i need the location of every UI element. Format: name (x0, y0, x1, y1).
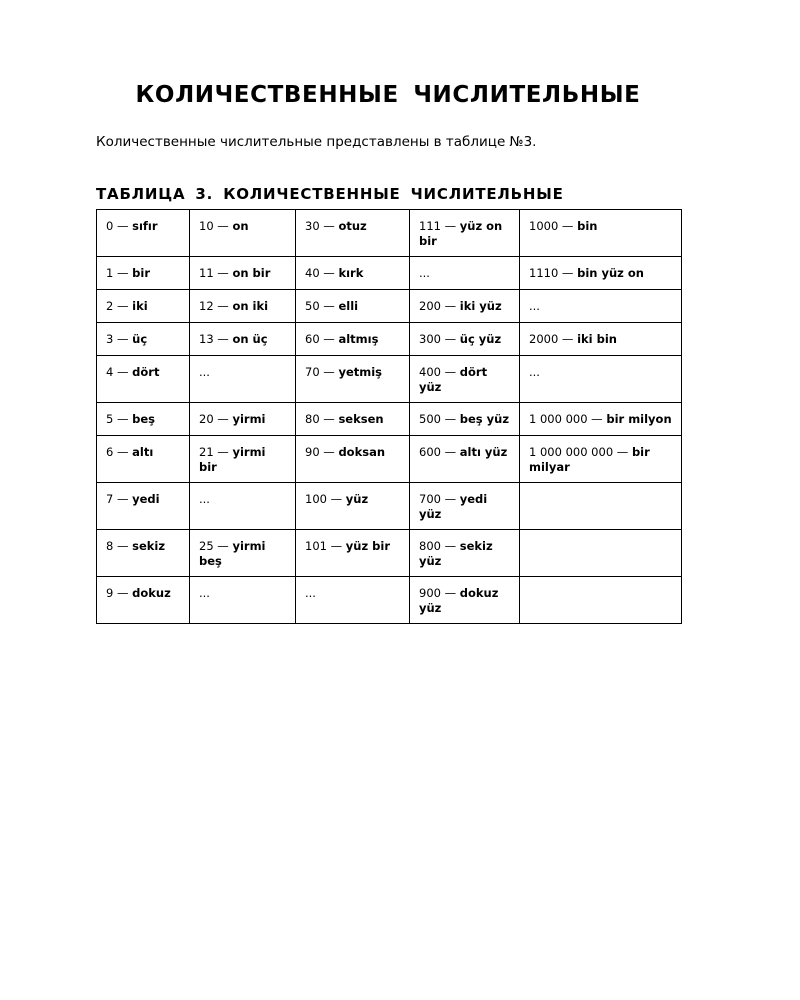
table-cell: 50 — elli (296, 290, 410, 323)
table-cell: 1 000 000 000 — bir milyar (520, 436, 682, 483)
table-cell: 2 — iki (97, 290, 190, 323)
table-cell: 30 — otuz (296, 210, 410, 257)
table-cell: 111 — yüz on bir (410, 210, 520, 257)
table-row (97, 483, 682, 530)
table-cell: 6 — altı (97, 436, 190, 483)
table-row (97, 436, 682, 483)
cardinal-numerals-table (96, 209, 682, 624)
table-cell: 4 — dört (97, 356, 190, 403)
table-cell: 70 — yetmiş (296, 356, 410, 403)
table-row (97, 356, 682, 403)
table-cell: 25 — yirmi beş (190, 530, 296, 577)
table-cell: ... (190, 483, 296, 530)
table-cell: 13 — on üç (190, 323, 296, 356)
table-cell: 800 — sekiz yüz (410, 530, 520, 577)
table-cell: 60 — altmış (296, 323, 410, 356)
table-row (97, 403, 682, 436)
table-cell: 90 — doksan (296, 436, 410, 483)
table-cell: 900 — dokuz yüz (410, 577, 520, 624)
table-cell: 40 — kırk (296, 257, 410, 290)
table-cell: 100 — yüz (296, 483, 410, 530)
table-cell: ... (410, 257, 520, 290)
table-cell: 3 — üç (97, 323, 190, 356)
table-cell (520, 530, 682, 577)
table-cell: 1000 — bin (520, 210, 682, 257)
table-cell: ... (520, 356, 682, 403)
table-cell: 0 — sıfır (97, 210, 190, 257)
table-cell (520, 483, 682, 530)
table-cell: 21 — yirmi bir (190, 436, 296, 483)
table-cell: 200 — iki yüz (410, 290, 520, 323)
table-row (97, 323, 682, 356)
table-cell: 5 — beş (97, 403, 190, 436)
table-cell: 8 — sekiz (97, 530, 190, 577)
table-row (97, 577, 682, 624)
table-cell (520, 577, 682, 624)
table-cell: 1110 — bin yüz on (520, 257, 682, 290)
table-cell: ... (190, 577, 296, 624)
table-cell: 300 — üç yüz (410, 323, 520, 356)
table-row (97, 257, 682, 290)
table-cell: 101 — yüz bir (296, 530, 410, 577)
table-cell: 80 — seksen (296, 403, 410, 436)
table-cell: 10 — on (190, 210, 296, 257)
table-cell: 700 — yedi yüz (410, 483, 520, 530)
table-cell: 2000 — iki bin (520, 323, 682, 356)
table-row (97, 210, 682, 257)
table-row (97, 530, 682, 577)
table-cell: 7 — yedi (97, 483, 190, 530)
table-cell: 1 000 000 — bir milyon (520, 403, 682, 436)
table-cell: 500 — beş yüz (410, 403, 520, 436)
table-cell: 400 — dört yüz (410, 356, 520, 403)
table-cell: 1 — bir (97, 257, 190, 290)
table-row (97, 290, 682, 323)
page-title: КОЛИЧЕСТВЕННЫЕ ЧИСЛИТЕЛЬНЫЕ (135, 82, 641, 108)
table-cell: ... (296, 577, 410, 624)
table-cell: ... (190, 356, 296, 403)
table-cell: 11 — on bir (190, 257, 296, 290)
table-cell: 12 — on iki (190, 290, 296, 323)
table-cell: 600 — altı yüz (410, 436, 520, 483)
intro-text: Количественные числительные представлены в таблице №3. (96, 134, 537, 150)
table-cell: 9 — dokuz (97, 577, 190, 624)
table-caption: ТАБЛИЦА 3. КОЛИЧЕСТВЕННЫЕ ЧИСЛИТЕЛЬНЫЕ (96, 185, 564, 203)
table-cell: ... (520, 290, 682, 323)
table-cell: 20 — yirmi (190, 403, 296, 436)
